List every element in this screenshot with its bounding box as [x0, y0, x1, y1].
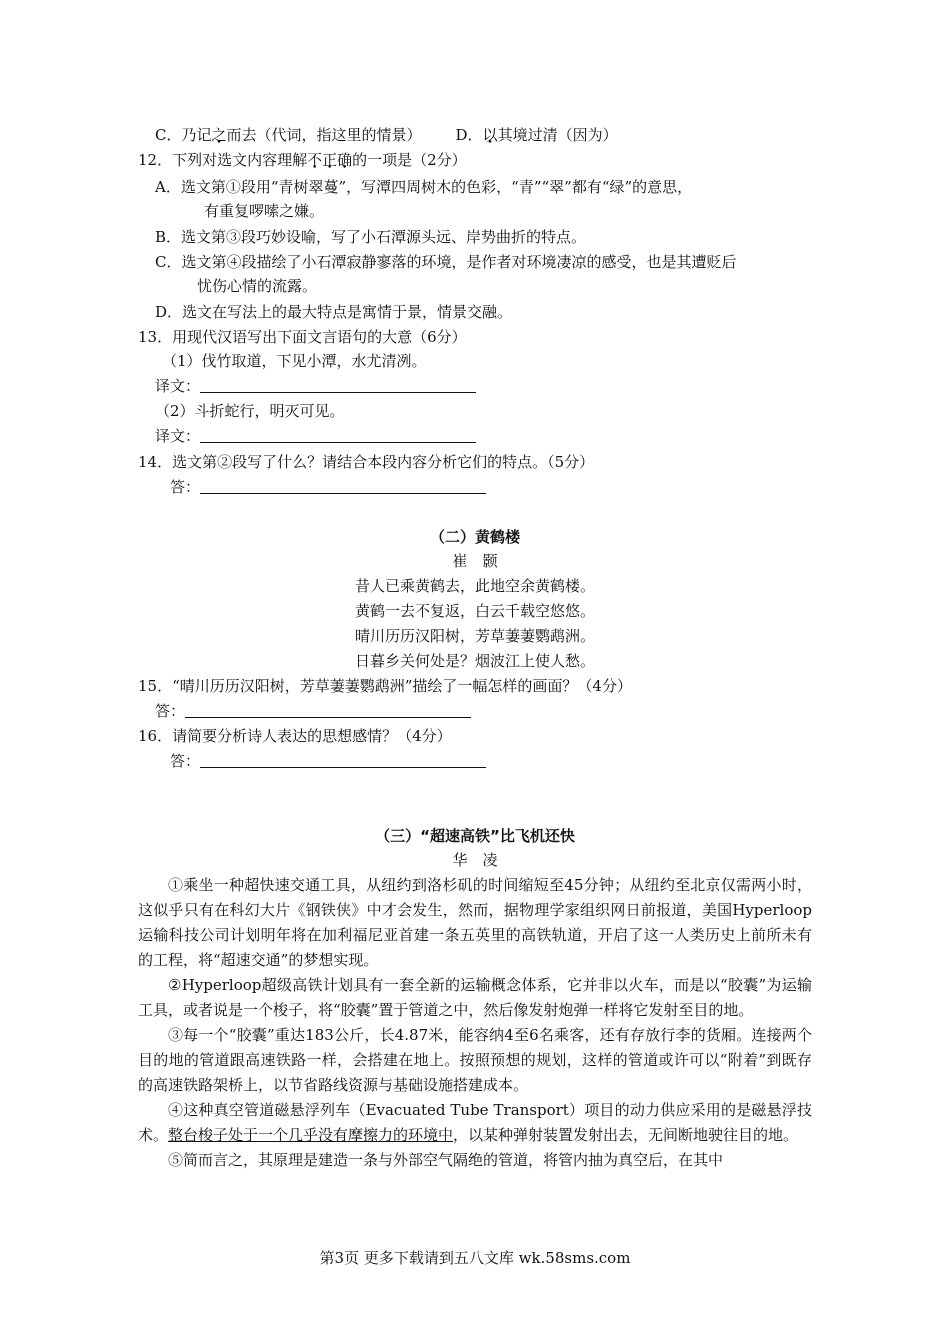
poem-line: 黄鹤一去不复返，白云千载空悠悠。 [354, 602, 595, 620]
q13-sentence-2: （2）斗折蛇行，明灭可见。 [155, 402, 345, 420]
q13-answer-line-1: 译文： [155, 375, 476, 397]
emphasis-dot-char: 以 [482, 126, 498, 144]
article-paragraph: ①乘坐一种超快速交通工具，从纽约到洛杉矶的时间缩短至45分钟；从纽约至北京仅需两小时，这似乎只有在科幻大片《钢铁侠》中才会发生，然而，据物理学家组织网日前报道，美国Hyperloop运输科技公司计划明年将在加利福尼亚首建一条五英里的高铁轨道，开启了这一人类历史上前所未有的工程，将“超速交通”的梦想实现。 [138, 876, 812, 969]
emphasis-dot-char: 确 [337, 151, 353, 169]
poem-line: 日暮乡关何处是？烟波江上使人愁。 [354, 652, 595, 670]
underlined-sentence: 整台梭子处于一个几乎没有摩擦力的环境中 [168, 1126, 454, 1144]
article-paragraph: ②Hyperloop超级高铁计划具有一套全新的运输概念体系，它并非以火车，而是以“胶囊”为运输工具，或者说是一个梭子，将“胶囊”置于管道之中，然后像发射炮弹一样将它发射至目的地。 [138, 976, 812, 1019]
answer-blank[interactable] [200, 376, 476, 393]
article-body [138, 873, 812, 1173]
q12-option-d: D．选文在写法上的最大特点是寓情于景，情景交融。 [155, 303, 513, 321]
q16-stem: 16．请简要分析诗人表达的思想感情？（4分） [138, 727, 452, 745]
poem-line: 晴川历历汉阳树，芳草萋萋鹦鹉洲。 [354, 627, 595, 645]
emphasis-dot-char: 正 [322, 151, 338, 169]
q13-sentence-1: （1）伐竹取道，下见小潭，水尤清冽。 [162, 352, 427, 370]
article-paragraph: ③每一个“胶囊”重达183公斤，长4.87米，能容纳4至6名乘客，还有存放行李的货厢。连接两个目的地的管道跟高速铁路一样，会搭建在地上。按照预想的规划，这样的管道或许可以“附着”到既存的高速铁路架桥上，以节省路线资源与基础设施搭建成本。 [138, 1026, 812, 1094]
q16-answer-line: 答： [170, 750, 486, 772]
q15-stem: 15．“晴川历历汉阳树，芳草萋萋鹦鹉洲”描绘了一幅怎样的画面？（4分） [138, 677, 632, 695]
answer-blank[interactable] [200, 426, 476, 443]
emphasis-dot-char: 之 [211, 126, 227, 144]
article-paragraph: ⑤简而言之，其原理是建造一条与外部空气隔绝的管道，将管内抽为真空后，在其中 [168, 1151, 724, 1169]
q12-option-c-cont: 忧伤心情的流露。 [197, 277, 318, 295]
article-author: 华 凌 [452, 851, 498, 869]
q11-options-line: C．乃记之而去（代词，指这里的情景） D．以其境过清（因为） [155, 126, 618, 144]
answer-blank[interactable] [185, 701, 471, 718]
q12-option-b: B．选文第③段巧妙设喻，写了小石潭源头远、岸势曲折的特点。 [155, 228, 587, 246]
q12-option-a-cont: 有重复啰嗦之嫌。 [204, 202, 325, 220]
q12-stem: 12．下列对选文内容理解不正确的一项是（2分） [138, 151, 467, 169]
page-footer: 第3页 更多下载请到五八文库 wk.58sms.com [319, 1249, 631, 1267]
q13-answer-line-2: 译文： [155, 425, 476, 447]
article-paragraph: ④这种真空管道磁悬浮列车（Evacuated Tube Transport）项目的动力供应采用的是磁悬浮技术。整台梭子处于一个几乎没有摩擦力的环境中，以某种弹射装置发射出去，无间断地驶往目的地。 [138, 1101, 812, 1144]
q14-stem: 14．选文第②段写了什么？请结合本段内容分析它们的特点。（5分） [138, 453, 595, 471]
emphasis-dot-char: 不 [307, 151, 323, 169]
q12-option-a: A．选文第①段用“青树翠蔓”，写潭四周树木的色彩，“青”“翠”都有“绿”的意思， [155, 178, 693, 196]
poem-line: 昔人已乘黄鹤去，此地空余黄鹤楼。 [354, 577, 595, 595]
article-heading: （三）“超速高铁”比飞机还快 [375, 827, 575, 845]
poem-heading: （二）黄鹤楼 [429, 528, 520, 546]
q14-answer-line: 答： [170, 476, 486, 498]
q12-option-c: C．选文第④段描绘了小石潭寂静寥落的环境，是作者对环境凄凉的感受，也是其遭贬后 [155, 253, 737, 271]
answer-blank[interactable] [200, 477, 486, 494]
answer-blank[interactable] [200, 751, 486, 768]
q13-stem: 13．用现代汉语写出下面文言语句的大意（6分） [138, 328, 467, 346]
poem-author: 崔 颢 [452, 552, 498, 570]
q15-answer-line: 答： [155, 700, 471, 722]
